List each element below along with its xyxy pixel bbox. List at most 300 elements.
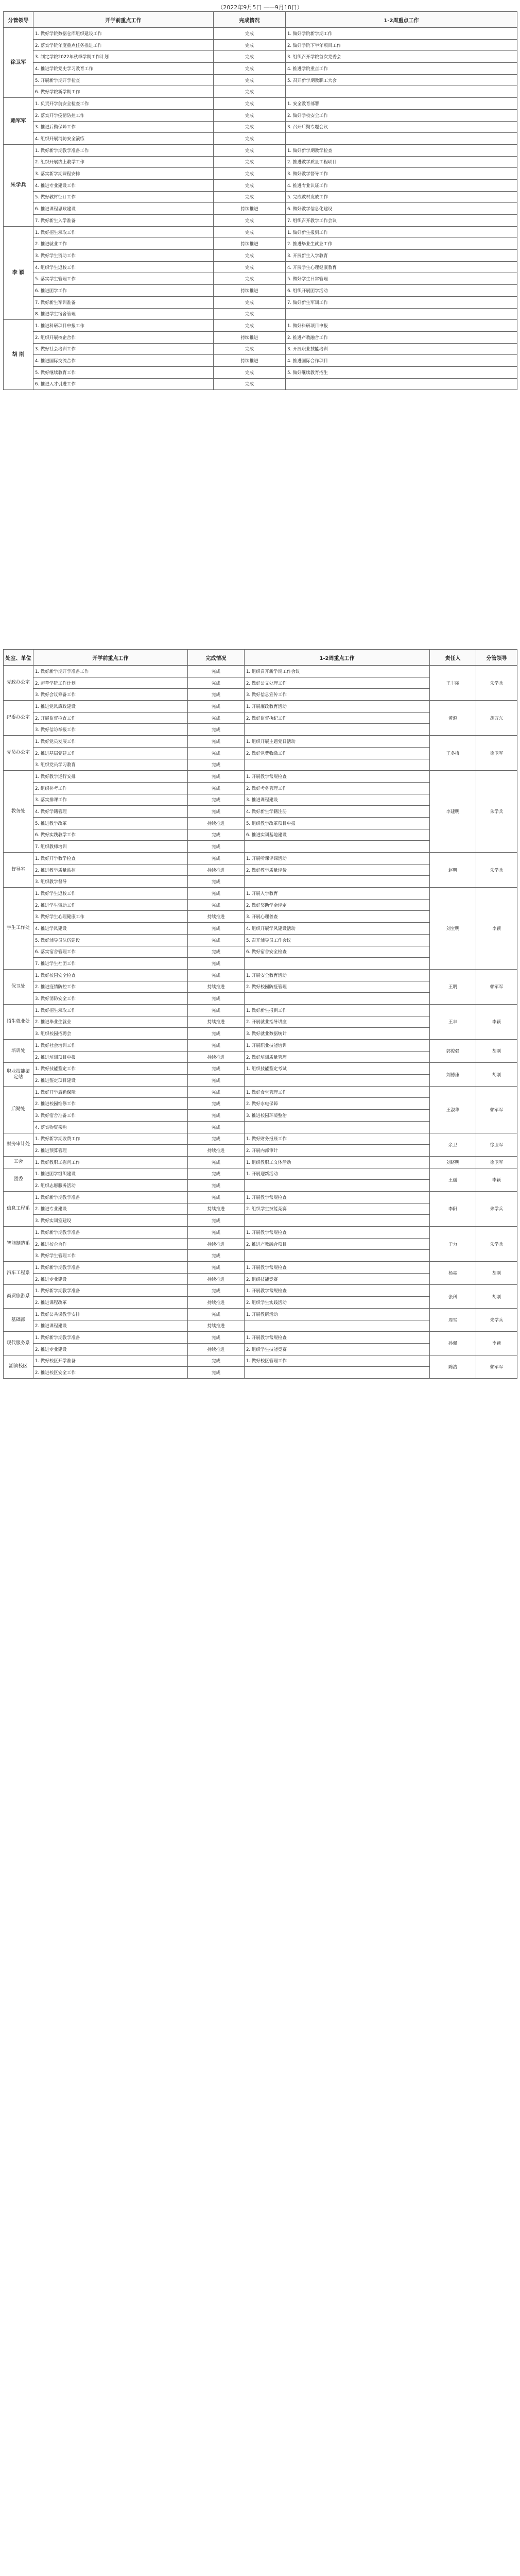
status-cell: 完成 [214,109,286,121]
next-cell: 7. 做好新生军训工作 [286,296,517,308]
department-name: 职业技能鉴定站 [4,1063,33,1086]
task-cell: 3. 做好消防安全工作 [33,993,188,1005]
department-row [4,1133,517,1145]
leader-row [4,238,517,250]
lead-person: 胡刚 [476,1285,517,1308]
leader-row [4,250,517,262]
department-name: 团委 [4,1168,33,1191]
status-cell: 完成 [188,969,245,981]
status-cell: 完成 [188,1098,245,1110]
status-cell: 完成 [188,888,245,900]
task-cell: 2. 推进专业建设 [33,1343,188,1355]
leader-row [4,28,517,40]
department-row [4,1355,517,1367]
next-cell: 6. 推进实训基地建设 [245,829,430,841]
department-name: 督导室 [4,853,33,888]
task-cell: 2. 推进专业建设 [33,1273,188,1285]
task-cell: 4. 组织学生返校工作 [33,261,214,273]
leader-row [4,133,517,145]
task-cell: 2. 推进校园维修工作 [33,1098,188,1110]
leader-name: 徐卫军 [4,28,33,98]
department-name: 培训处 [4,1040,33,1063]
lead-person: 李颖 [476,1332,517,1355]
leader-row [4,156,517,168]
lead-person: 徐卫军 [476,1156,517,1168]
leader-name: 胡 刚 [4,320,33,390]
next-cell: 4. 推进国际合作项目 [286,355,517,367]
status-cell: 持续推进 [188,911,245,923]
next-cell: 1. 做好新生报到工作 [286,226,517,238]
task-cell: 2. 组织开展校企合作 [33,331,214,343]
status-cell: 持续推进 [188,1273,245,1285]
task-cell: 2. 组织补考工作 [33,782,188,794]
task-cell: 3. 落实排课工作 [33,794,188,806]
department-name: 招生就业处 [4,1004,33,1039]
next-cell: 5. 召开辅导员工作会议 [245,934,430,946]
status-cell: 完成 [214,168,286,180]
task-cell: 2. 推进培训项目申报 [33,1051,188,1063]
next-cell: 3. 推进课程建设 [245,794,430,806]
leader-row [4,63,517,75]
next-cell: 3. 做好教学督导工作 [286,168,517,180]
department-table-header [4,650,517,666]
status-cell: 完成 [214,378,286,390]
next-cell: 5. 组织教学改革项目申报 [245,817,430,829]
next-cell: 2. 做好监督执纪工作 [245,712,430,724]
task-cell: 1. 推进团学组织建设 [33,1168,188,1180]
next-cell: 1. 做好财务报账工作 [245,1133,430,1145]
status-cell: 持续推进 [188,1320,245,1332]
responsible-person: 余卫 [430,1133,476,1156]
department-name: 纪委办公室 [4,701,33,736]
next-cell: 6. 做好教学信息化建设 [286,203,517,215]
task-cell: 4. 落实物资采购 [33,1121,188,1133]
next-cell [245,1320,430,1332]
department-row [4,888,517,900]
leader-row [4,261,517,273]
next-cell: 1. 开展教学常规检查 [245,1262,430,1274]
status-cell: 完成 [214,320,286,332]
leader-row [4,144,517,156]
task-cell: 2. 推进预算管理 [33,1145,188,1157]
status-cell: 完成 [188,1004,245,1016]
next-cell: 4. 做好新生学籍注册 [245,806,430,818]
next-cell: 3. 做好就业数据统计 [245,1028,430,1040]
task-cell: 1. 推进党风廉政建设 [33,701,188,713]
next-cell [245,993,430,1005]
next-cell: 2. 组织学生技能竞赛 [245,1343,430,1355]
status-cell: 完成 [188,689,245,701]
leader-row [4,366,517,378]
status-cell: 完成 [188,724,245,736]
status-cell: 持续推进 [188,817,245,829]
status-cell: 完成 [188,677,245,689]
department-row [4,853,517,865]
lead-person: 朱学兵 [476,666,517,701]
header2-status: 完成情况 [188,650,245,666]
task-cell: 2. 组织开展线上教学工作 [33,156,214,168]
status-cell: 完成 [188,853,245,865]
department-name: 保卫处 [4,969,33,1004]
lead-person: 朱学兵 [476,1308,517,1331]
header-next: 1-2周重点工作 [286,12,517,28]
task-cell: 1. 做好招生录取工作 [33,226,214,238]
task-cell: 1. 做好新学期教学准备 [33,1332,188,1344]
status-cell: 完成 [188,1180,245,1192]
responsible-person: 王冬梅 [430,736,476,771]
next-cell: 7. 组织召开教学工作会议 [286,215,517,227]
next-cell: 1. 安全教育部署 [286,98,517,110]
responsible-person: 刘德康 [430,1063,476,1086]
department-row [4,1063,517,1075]
task-cell: 1. 做好社会培训工作 [33,1040,188,1052]
period-title: （2022年9月5日 ——9月18日） [217,4,303,11]
next-cell: 3. 开展心理普查 [245,911,430,923]
status-cell: 完成 [188,701,245,713]
task-cell: 8. 推进学生宿舍管理 [33,308,214,320]
next-cell: 5. 做好继续教育招生 [286,366,517,378]
responsible-person: 王丰丽 [430,666,476,701]
status-cell: 完成 [214,51,286,63]
status-cell: 完成 [214,86,286,98]
next-cell: 2. 做好学校安全工作 [286,109,517,121]
task-cell: 1. 做好新学期教学准备 [33,1191,188,1203]
status-cell: 持续推进 [188,1051,245,1063]
header-status: 完成情况 [214,12,286,28]
task-cell: 2. 推进校企合作 [33,1238,188,1250]
leader-row [4,191,517,203]
leader-table-header [4,12,517,28]
task-cell: 3. 组织党员学习教育 [33,759,188,771]
lead-person: 赖军军 [476,1355,517,1378]
responsible-person: 杨亮 [430,1262,476,1285]
status-cell: 完成 [188,1156,245,1168]
task-cell: 6. 推进人才引进工作 [33,378,214,390]
task-cell: 7. 做好新生军训准备 [33,296,214,308]
responsible-person: 黄源 [430,701,476,736]
task-cell: 3. 推进后勤保障工作 [33,121,214,133]
leader-row [4,215,517,227]
next-cell: 1. 做好学院新学期工作 [286,28,517,40]
task-cell: 4. 推进国际交流合作 [33,355,214,367]
next-cell [245,1367,430,1379]
next-cell [245,1215,430,1227]
task-cell: 7. 做好新生入学准备 [33,215,214,227]
leader-row [4,98,517,110]
status-cell: 完成 [214,215,286,227]
status-cell: 完成 [214,261,286,273]
task-cell: 4. 推进专业建设工作 [33,179,214,191]
task-cell: 1. 做好新学期教学准备工作 [33,144,214,156]
next-cell: 1. 组织教职工文体活动 [245,1156,430,1168]
next-cell: 1. 做好校区管理工作 [245,1355,430,1367]
department-row [4,1308,517,1320]
task-cell: 2. 推进专业建设 [33,1203,188,1215]
task-cell: 1. 做好学生返校工作 [33,888,188,900]
next-cell: 3. 推进校园环境整治 [245,1110,430,1122]
status-cell: 完成 [188,1040,245,1052]
next-cell [245,724,430,736]
responsible-person: 王丽 [430,1168,476,1191]
responsible-person: 周雪 [430,1308,476,1331]
header2-person: 责任人 [430,650,476,666]
next-cell: 5. 完成教材发放工作 [286,191,517,203]
leader-row [4,308,517,320]
leader-row [4,109,517,121]
task-cell: 4. 组织开展消防安全演练 [33,133,214,145]
next-cell: 4. 开展学生心理健康教育 [286,261,517,273]
lead-person: 李颖 [476,888,517,970]
status-cell: 持续推进 [214,331,286,343]
task-cell: 1. 做好开学教学检查 [33,853,188,865]
next-cell: 1. 开展教学常规检查 [245,1285,430,1297]
lead-person: 胡刚 [476,1262,517,1285]
department-name: 商贸旅游系 [4,1285,33,1308]
next-cell [245,841,430,853]
responsible-person: 孙佩 [430,1332,476,1355]
next-cell: 6. 做好宿舍安全检查 [245,946,430,958]
department-row [4,1191,517,1203]
task-cell: 4. 推进学院党史学习教育工作 [33,63,214,75]
status-cell: 完成 [188,771,245,783]
responsible-person: 陈浩 [430,1355,476,1378]
task-cell: 1. 做好新学期开学准备工作 [33,666,188,677]
task-cell: 2. 推进基层党建工作 [33,747,188,759]
responsible-person: 于力 [430,1227,476,1262]
department-row [4,969,517,981]
status-cell: 完成 [214,63,286,75]
status-cell: 完成 [188,876,245,888]
lead-person: 朱学兵 [476,1227,517,1262]
task-cell: 6. 做好实践教学工作 [33,829,188,841]
status-cell: 持续推进 [188,1297,245,1309]
task-cell: 2. 组织志愿服务活动 [33,1180,188,1192]
lead-person: 朱学兵 [476,771,517,853]
status-cell: 完成 [214,156,286,168]
task-cell: 3. 组织校园招聘会 [33,1028,188,1040]
department-row [4,1168,517,1180]
next-cell: 1. 开展职业技能培训 [245,1040,430,1052]
next-cell: 3. 组织召开学院首次党委会 [286,51,517,63]
next-cell: 1. 开展迎新活动 [245,1168,430,1180]
status-cell: 完成 [188,923,245,935]
next-cell: 1. 组织开展主题党日活动 [245,736,430,748]
status-cell: 完成 [188,712,245,724]
department-name: 学生工作处 [4,888,33,970]
next-cell: 2. 组织学生实践活动 [245,1297,430,1309]
task-cell: 1. 做好新学期教学准备 [33,1285,188,1297]
next-cell [286,133,517,145]
status-cell: 完成 [214,343,286,355]
next-cell: 2. 推进产教融合项目 [245,1238,430,1250]
department-name: 党政办公室 [4,666,33,701]
task-cell: 1. 做好招生录取工作 [33,1004,188,1016]
status-cell: 完成 [188,1028,245,1040]
task-cell: 1. 做好教职工慰问工作 [33,1156,188,1168]
status-cell: 完成 [188,1332,245,1344]
task-cell: 3. 做好宿舍准备工作 [33,1110,188,1122]
header2-next: 1-2周重点工作 [245,650,430,666]
status-cell: 持续推进 [214,285,286,297]
task-cell: 2. 推进课程改革 [33,1297,188,1309]
leader-row [4,285,517,297]
task-cell: 3. 做好会议筹备工作 [33,689,188,701]
task-cell: 1. 做好公共课教学安排 [33,1308,188,1320]
department-name: 智能制造系 [4,1227,33,1262]
leader-row [4,355,517,367]
status-cell: 完成 [214,144,286,156]
task-cell: 6. 做好学院新学期工作 [33,86,214,98]
task-cell: 3. 落实新学期课程安排 [33,168,214,180]
task-cell: 4. 推进学风建设 [33,923,188,935]
next-cell: 5. 召开新学期教职工大会 [286,74,517,86]
lead-person: 朱学兵 [476,853,517,888]
department-name: 财务审计处 [4,1133,33,1156]
next-cell [245,1075,430,1087]
next-cell: 1. 开展教学常规检查 [245,1191,430,1203]
header-cat: 分管领导 [4,12,33,28]
next-cell [245,876,430,888]
status-cell: 完成 [188,1133,245,1145]
status-cell: 完成 [188,1308,245,1320]
status-cell: 完成 [188,1191,245,1203]
next-cell: 2. 做好校园防疫管理 [245,981,430,993]
task-cell: 5. 做好辅导员队伍建设 [33,934,188,946]
lead-person: 徐卫军 [476,736,517,771]
leader-name: 赖军军 [4,98,33,145]
status-cell: 持续推进 [214,355,286,367]
task-cell: 1. 做好校园安全检查 [33,969,188,981]
next-cell [245,958,430,970]
next-cell: 4. 推进专业认证工作 [286,179,517,191]
status-cell: 完成 [214,296,286,308]
task-cell: 2. 推进课程建设 [33,1320,188,1332]
task-cell: 2. 推进教学质量监控 [33,864,188,876]
department-name: 信息工程系 [4,1191,33,1226]
next-cell [245,1250,430,1262]
leader-row [4,378,517,390]
task-cell: 7. 组织教师培训 [33,841,188,853]
status-cell: 完成 [214,28,286,40]
status-cell: 持续推进 [188,1238,245,1250]
lead-person: 朱学兵 [476,1191,517,1226]
responsible-person: 赵明 [430,853,476,888]
task-cell: 5. 推进教学改革 [33,817,188,829]
next-cell: 3. 召开后勤专题会议 [286,121,517,133]
status-cell: 完成 [214,74,286,86]
next-cell: 2. 做好学院下半年项目工作 [286,39,517,51]
status-cell: 持续推进 [188,1145,245,1157]
next-cell: 2. 做好公文处理工作 [245,677,430,689]
department-row [4,1040,517,1052]
leader-row [4,39,517,51]
task-cell: 5. 开展新学期开学检查 [33,74,214,86]
next-cell: 1. 开展入学教育 [245,888,430,900]
responsible-person: 刘宝明 [430,888,476,970]
status-cell: 完成 [188,1250,245,1262]
task-cell: 1. 做好新学期教学准备 [33,1262,188,1274]
next-cell: 4. 推进学院重点工作 [286,63,517,75]
department-row [4,736,517,748]
header2-cat: 处室、单位 [4,650,33,666]
status-cell: 完成 [188,934,245,946]
next-cell [245,1180,430,1192]
next-cell: 1. 开展安全教育活动 [245,969,430,981]
next-cell: 1. 做好新学期教学检查 [286,144,517,156]
status-cell: 完成 [214,98,286,110]
next-cell: 1. 开展廉政教育活动 [245,701,430,713]
leader-name: 朱学兵 [4,144,33,226]
responsible-person: 李建明 [430,771,476,853]
task-cell: 3. 做好学生心理健康工作 [33,911,188,923]
status-cell: 完成 [188,1215,245,1227]
leader-row [4,273,517,285]
status-cell: 持续推进 [188,1203,245,1215]
lead-person: 胡刚 [476,1040,517,1063]
task-cell: 2. 推进就业工作 [33,238,214,250]
leader-row [4,121,517,133]
next-cell: 2. 推进教学质量工程项目 [286,156,517,168]
next-cell: 1. 开展教学常规检查 [245,1332,430,1344]
status-cell: 完成 [188,946,245,958]
task-cell: 1. 做好学院数据仓库组织建设工作 [33,28,214,40]
task-cell: 6. 推进团学工作 [33,285,214,297]
next-cell: 2. 做好教学质量评价 [245,864,430,876]
task-cell: 1. 做好校区开学准备 [33,1355,188,1367]
status-cell: 完成 [214,39,286,51]
status-cell: 完成 [188,1168,245,1180]
status-cell: 完成 [188,993,245,1005]
next-cell [286,86,517,98]
status-cell: 持续推进 [188,864,245,876]
leader-row [4,296,517,308]
next-cell: 1. 开展教学常规检查 [245,1227,430,1239]
next-cell: 2. 做好水电保障 [245,1098,430,1110]
task-cell: 6. 落实宿舍管理工作 [33,946,188,958]
next-cell: 1. 开展教研活动 [245,1308,430,1320]
status-cell: 持续推进 [188,981,245,993]
next-cell: 3. 开展新生入学教育 [286,250,517,262]
department-row [4,1262,517,1274]
next-cell: 2. 组织学生技能竞赛 [245,1203,430,1215]
task-cell: 5. 做好教材征订工作 [33,191,214,203]
lead-person: 徐卫军 [476,1133,517,1156]
status-cell: 完成 [188,1355,245,1367]
next-cell: 2. 开展就业指导讲座 [245,1016,430,1028]
responsible-person: 王淑华 [430,1086,476,1133]
leader-row [4,343,517,355]
task-cell: 2. 推进学生资助工作 [33,899,188,911]
status-cell: 完成 [214,250,286,262]
status-cell: 完成 [188,1262,245,1274]
task-cell: 3. 制定学院2022年秋季学期工作计划 [33,51,214,63]
status-cell: 完成 [214,179,286,191]
header2-lead: 分管领导 [476,650,517,666]
department-name: 汽车工程系 [4,1262,33,1285]
next-cell: 3. 开展职业技能培训 [286,343,517,355]
task-cell: 1. 做好新学期教学准备 [33,1227,188,1239]
task-cell: 4. 做好学籍管理 [33,806,188,818]
status-cell: 完成 [188,1063,245,1075]
status-cell: 完成 [188,1075,245,1087]
department-row [4,701,517,713]
responsible-person: 李阳 [430,1191,476,1226]
task-cell: 1. 做好新学期收费工作 [33,1133,188,1145]
responsible-person: 郭俊强 [430,1040,476,1063]
department-row [4,666,517,677]
next-cell: 1. 开展听课评课活动 [245,853,430,865]
department-row [4,1086,517,1098]
